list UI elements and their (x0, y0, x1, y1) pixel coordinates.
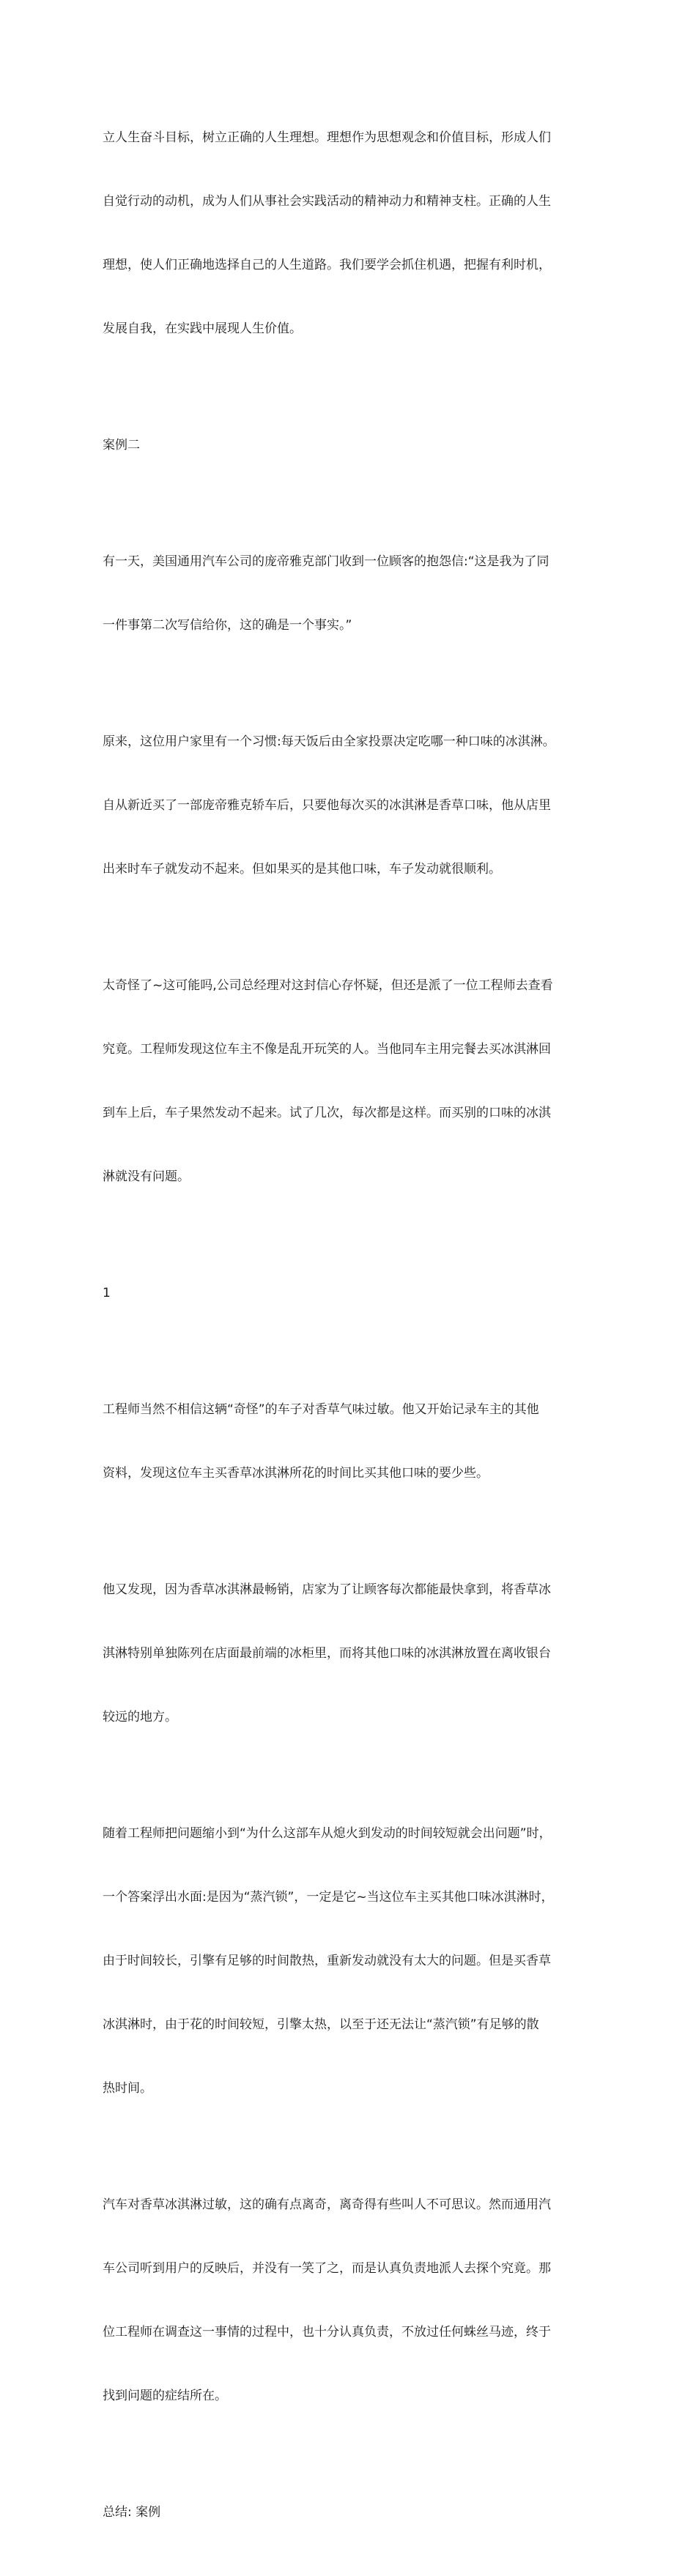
text-line: 车公司听到用户的反映后，并没有一笑了之，而是认真负责地派人去探个究竟。那 (103, 2261, 551, 2276)
paragraph-family-habit (103, 689, 601, 923)
text-line: 找到问题的症结所在。 (103, 2389, 227, 2403)
text-line: 一个答案浮出水面:是因为“蒸汽锁”，一定是它~当这位车主买其他口味冰淇淋时， (103, 1890, 554, 1905)
text-line: 自从新近买了一部庞帝雅克轿车后，只要他每次买的冰淇淋是香草口味，他从店里 (103, 798, 551, 813)
text-line: 淇淋特别单独陈列在店面最前端的冰柜里，而将其他口味的冰淇淋放置在离收银台 (103, 1646, 551, 1661)
paragraph-life-ideal (103, 85, 601, 382)
paragraph-store-layout (103, 1537, 601, 1771)
text-line: 汽车对香草冰淇淋过敏，这的确有点离奇，离奇得有些叫人不可思议。然而通用汽 (103, 2197, 551, 2212)
paragraph-engineer-records (103, 1357, 601, 1527)
text-line: 位工程师在调查这一事情的过程中，也十分认真负责，不放过任何蛛丝马迹，终于 (103, 2325, 551, 2339)
section-heading-summary (103, 2460, 601, 2566)
text-line: 他又发现，因为香草冰淇淋最畅销，店家为了让顾客每次都能最快拿到，将香草冰 (103, 1582, 551, 1597)
text-line: 发展自我，在实践中展现人生价值。 (103, 321, 302, 336)
section-heading-case-two (103, 392, 601, 499)
text-line: 理想，使人们正确地选择自己的人生道路。我们要学会抓住机遇，把握有利时机， (103, 258, 551, 272)
paragraph-complaint-letter (103, 509, 601, 679)
paragraph-conclusion (103, 2152, 601, 2449)
heading-text: 案例二 (103, 438, 140, 453)
paragraph-engineer-visit (103, 933, 601, 1230)
paragraph-vapor-lock (103, 1781, 601, 2142)
text-line: 资料，发现这位车主买香草冰淇淋所花的时间比买其他口味的要少些。 (103, 1466, 489, 1481)
text-line: 冰淇淋时，由于花的时间较短，引擎太热，以至于还无法让“蒸汽锁”有足够的散 (103, 2017, 539, 2032)
page-number-text: 1 (103, 1286, 111, 1300)
document-body (103, 85, 601, 2576)
page-number (103, 1240, 601, 1347)
text-line: 自觉行动的动机，成为人们从事社会实践活动的精神动力和精神支柱。正确的人生 (103, 194, 551, 209)
text-line: 由于时间较长，引擎有足够的时间散热，重新发动就没有太大的问题。但是买香草 (103, 1954, 551, 1968)
text-line: 淋就没有问题。 (103, 1169, 190, 1184)
text-line: 立人生奋斗目标，树立正确的人生理想。理想作为思想观念和价值目标，形成人们 (103, 130, 551, 145)
text-line: 随着工程师把问题缩小到“为什么这部车从熄火到发动的时间较短就会出问题”时， (103, 1826, 552, 1841)
text-line: 较远的地方。 (103, 1710, 177, 1724)
text-line: 热时间。 (103, 2081, 152, 2096)
text-line: 究竟。工程师发现这位车主不像是乱开玩笑的人。当他同车主用完餐去买冰淇淋回 (103, 1042, 551, 1057)
text-line: 原来，这位用户家里有一个习惯:每天饭后由全家投票决定吃哪一种口味的冰淇淋。 (103, 734, 555, 749)
text-line: 到车上后，车子果然发动不起来。试了几次，每次都是这样。而买别的口味的冰淇 (103, 1106, 551, 1120)
heading-text: 总结: 案例 (103, 2505, 161, 2520)
text-line: 一件事第二次写信给你，这的确是一个事实。” (103, 618, 352, 633)
text-line: 太奇怪了~这可能吗,公司总经理对这封信心存怀疑，但还是派了一位工程师去查看 (103, 978, 553, 993)
text-line: 出来时车子就发动不起来。但如果买的是其他口味，车子发动就很顺利。 (103, 862, 501, 876)
text-line: 工程师当然不相信这辆“奇怪”的车子对香草气味过敏。他又开始记录车主的其他 (103, 1402, 539, 1417)
text-line: 有一天，美国通用汽车公司的庞帝雅克部门收到一位顾客的抱怨信:“这是我为了同 (103, 554, 549, 569)
